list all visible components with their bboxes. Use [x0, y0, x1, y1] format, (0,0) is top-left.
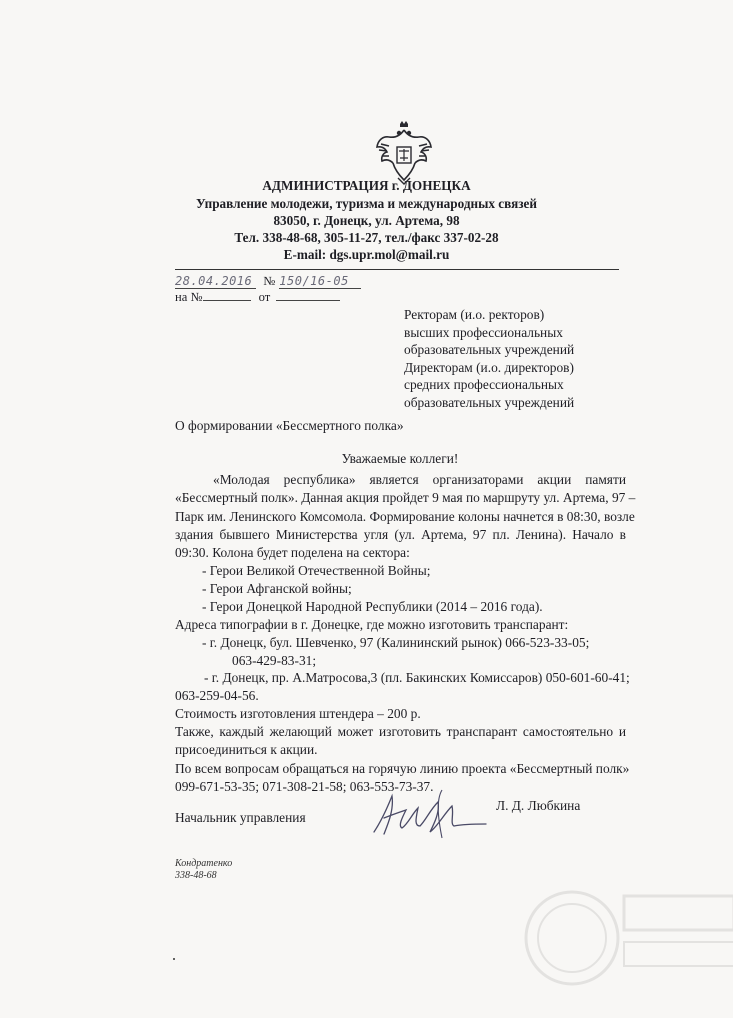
addressee-line: Директорам (и.о. директоров): [404, 359, 574, 375]
executor-name: Кондратенко: [175, 858, 233, 869]
letter-greeting: Уважаемые коллеги!: [341, 451, 459, 466]
registration-number-sign: №: [263, 274, 276, 288]
addressee-line: средних профессиональных: [404, 377, 564, 392]
print-address: - г. Донецк, пр. А.Матросова,3 (пл. Бакинских Комиссаров) 050-601-60-41;: [204, 670, 630, 685]
faint-seal-watermark: [512, 868, 733, 1018]
addressee-line: образовательных учреждений: [404, 394, 575, 410]
header-email: E-mail: dgs.upr.mol@mail.ru: [283, 247, 450, 262]
addressee-block: [404, 306, 574, 411]
print-address-continuation: 063-429-83-31;: [232, 653, 317, 668]
contact-line: По всем вопросам обращаться на горячую линию проекта «Бессмертный полк»: [175, 761, 630, 776]
sector-item: - Герои Афганской войны;: [202, 581, 352, 596]
letter-subject: О формировании «Бессмертного полка»: [175, 418, 404, 433]
print-intro: Адреса типографии в г. Донецке, где можно изготовить транспарант:: [175, 617, 569, 632]
addressee-line: высших профессиональных: [404, 324, 563, 340]
signatory-position: Начальник управления: [175, 810, 306, 825]
addressee-line: образовательных учреждений: [404, 342, 575, 357]
coat-of-arms-emblem: [373, 120, 435, 186]
sector-item: - Герои Донецкой Народной Республики (2014 – 2016 года).: [202, 599, 543, 614]
signatory-name: Л. Д. Любкина: [496, 798, 581, 813]
reference-line: [175, 290, 340, 305]
body-line: Также, каждый желающий может изготовить транспарант самостоятельно и: [175, 724, 626, 739]
header-department: Управление молодежи, туризма и международных связей: [196, 196, 537, 211]
header-phones: Тел. 338-48-68, 305-11-27, тел./факс 337-02-28: [234, 230, 499, 245]
print-address: - г. Донецк, бул. Шевченко, 97 (Калининский рынок) 066-523-33-05;: [202, 635, 590, 650]
registration-number: 150/16-05: [279, 274, 361, 289]
header-divider: [175, 269, 619, 270]
scan-speck: [173, 958, 175, 960]
reference-from: от: [258, 290, 271, 304]
body-line: присоединиться к акции.: [175, 742, 318, 757]
body-line: «Молодая республика» является организаторами акции памяти: [213, 472, 626, 487]
header-address: 83050, г. Донецк, ул. Артема, 98: [273, 213, 460, 228]
body-line: здания бывшего Министерства угля (ул. Артема, 97 пл. Ленина). Начало в: [175, 527, 626, 542]
body-line: «Бессмертный полк». Данная акция пройдет 9 мая по маршруту ул. Артема, 97 –: [175, 490, 636, 505]
handwritten-signature: [368, 784, 488, 840]
print-address-continuation: 063-259-04-56.: [175, 688, 259, 703]
registration-line: [175, 272, 361, 290]
reference-number-blank: [203, 290, 251, 301]
body-line: Парк им. Ленинского Комсомола. Формирование колоны начнется в 08:30, возле: [175, 509, 635, 524]
reference-prefix: на №: [175, 290, 203, 304]
registration-date: 28.04.2016: [175, 274, 256, 289]
banner-cost: Стоимость изготовления штендера – 200 р.: [175, 706, 421, 721]
reference-date-blank: [276, 290, 340, 301]
executor-phone: 338-48-68: [175, 870, 217, 881]
addressee-line: Ректорам (и.о. ректоров): [404, 307, 545, 322]
sector-item: - Герои Великой Отечественной Войны;: [202, 563, 431, 578]
header-title: АДМИНИСТРАЦИЯ г. ДОНЕЦКА: [262, 178, 471, 193]
contact-line: 099-671-53-35; 071-308-21-58; 063-553-73-37.: [175, 779, 434, 794]
body-line: 09:30. Колона будет поделена на сектора:: [175, 545, 410, 560]
